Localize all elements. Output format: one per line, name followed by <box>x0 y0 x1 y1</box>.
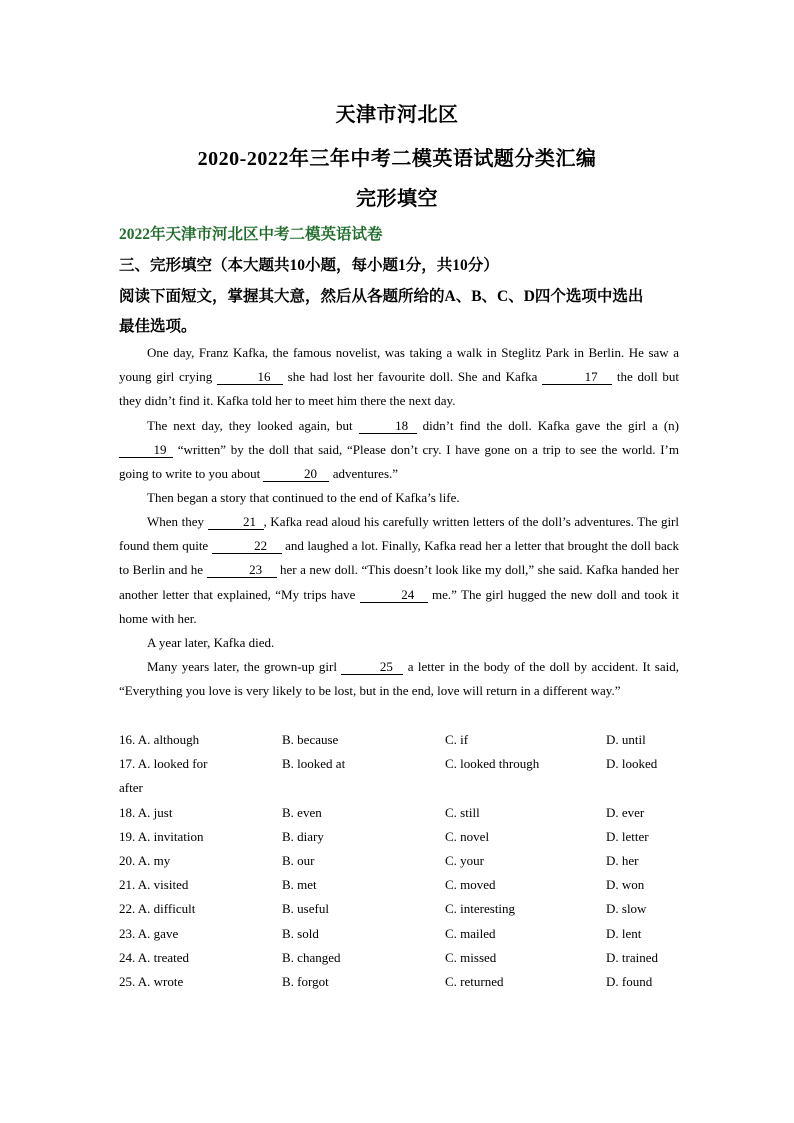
passage-text: One day, Franz Kafka, the famous novelist, was taking a walk in Steglitz Park in Berlin. He saw a young girl crying <box>119 345 679 385</box>
blank-16: 16 <box>217 370 283 385</box>
passage-paragraph-3: Then began a story that continued to the end of Kafka’s life. <box>147 490 460 505</box>
option-c: C. your <box>445 852 484 868</box>
option-b: B. because <box>282 732 339 747</box>
option-c: C. moved <box>445 877 496 893</box>
option-c: C. novel <box>445 828 490 844</box>
instruction-line-1: 阅读下面短文，掌握其大意，然后从各题所给的A、B、C、D四个选项中选出 <box>119 288 644 305</box>
passage-text: didn’t find the doll. Kafka gave the girl a (n) <box>416 418 680 433</box>
passage-text: a letter in the body of the doll by accident. It said, “Everything you love is very likely to be lost, but in the end, love will return in a different way.” <box>119 659 679 699</box>
passage-text: The next day, they looked again, but <box>147 418 359 433</box>
passage-text: her a new doll. “This doesn’t look like my doll,” she said. Kafka handed her another letter that explained, “My trips have <box>119 562 680 602</box>
option-a: 19. A. invitation <box>119 828 204 844</box>
passage-text: Many years later, the grown-up girl <box>147 659 342 674</box>
blank-18: 18 <box>359 419 417 434</box>
passage-text: When they <box>147 514 208 529</box>
option-b: B. sold <box>282 925 319 941</box>
answer-options <box>119 728 684 994</box>
passage-paragraph-6 <box>119 655 679 703</box>
option-a: 20. A. my <box>119 852 171 868</box>
option-row-18 <box>119 801 684 825</box>
option-a: 22. A. difficult <box>119 901 196 917</box>
blank-21: 21 <box>208 515 264 530</box>
option-b: B. forgot <box>282 973 329 989</box>
option-row-20 <box>119 849 684 873</box>
blank-19: 19 <box>119 443 173 458</box>
option-a: 17. A. looked for <box>119 756 208 772</box>
option-c: C. looked through <box>445 756 540 772</box>
option-a: 16. A. although <box>119 732 200 747</box>
option-b: B. useful <box>282 901 329 917</box>
option-d: D. trained <box>606 949 658 965</box>
passage-text: adventures.” <box>329 466 399 482</box>
document-title-collection: 2020-2022年三年中考二模英语试题分类汇编 <box>197 148 597 170</box>
option-a: 25. A. wrote <box>119 973 184 989</box>
option-b: B. our <box>282 852 315 868</box>
passage-text: and laughed a lot. Finally, Kafka read her a letter that brought the doll back to Berlin and he <box>119 538 679 578</box>
exam-title: 2022年天津市河北区中考二模英语试卷 <box>119 226 383 243</box>
option-row-23 <box>119 922 684 946</box>
passage-text: the doll but they didn’t find it. Kafka told her to meet him there the next day. <box>119 369 680 409</box>
option-a: 24. A. treated <box>119 949 190 965</box>
option-d: D. lent <box>606 925 642 941</box>
option-d: D. ever <box>606 804 645 820</box>
blank-17: 17 <box>542 370 612 385</box>
passage-paragraph-1 <box>119 341 679 414</box>
option-a: 18. A. just <box>119 804 173 820</box>
option-c: C. interesting <box>445 901 516 917</box>
document-title-region: 天津市河北区 <box>335 104 459 126</box>
option-c: C. mailed <box>445 925 496 941</box>
document-title-topic: 完形填空 <box>356 188 438 210</box>
blank-20: 20 <box>263 467 329 482</box>
passage-text: me.” The girl hugged the new doll and took it home with her. <box>119 586 679 626</box>
option-a: 23. A. gave <box>119 925 179 941</box>
option-row-21 <box>119 873 684 897</box>
passage-paragraph-2 <box>119 414 679 487</box>
option-c: C. missed <box>445 949 497 965</box>
passage-text: , Kafka read aloud his carefully written letters of the doll’s adventures. The girl found them quite <box>119 514 679 554</box>
option-b: B. even <box>282 804 322 820</box>
option-b: B. met <box>282 877 317 893</box>
part-heading: 三、完形填空（本大题共10小题，每小题1分，共10分） <box>119 257 499 274</box>
option-c: C. if <box>445 732 469 747</box>
passage-text: she had lost her favourite doll. She and Kafka <box>282 369 543 385</box>
option-b: B. diary <box>282 828 324 844</box>
passage-paragraph-5: A year later, Kafka died. <box>147 635 275 650</box>
option-row-16 <box>119 728 684 752</box>
option-row-22 <box>119 897 684 921</box>
passage-paragraph-4 <box>119 510 679 631</box>
option-c: C. returned <box>445 973 504 989</box>
option-d: D. her <box>606 852 639 868</box>
passage-text: “written” by the doll that said, “Please don’t cry. I have gone on a trip to see the world. I’m going to write to you about <box>119 442 679 482</box>
option-a: 21. A. visited <box>119 877 189 893</box>
option-d: D. won <box>606 877 645 893</box>
blank-22: 22 <box>212 539 282 554</box>
blank-23: 23 <box>207 563 277 578</box>
option-row-24 <box>119 946 684 970</box>
option-b: B. changed <box>282 949 341 965</box>
option-c: C. still <box>445 804 480 820</box>
option-b: B. looked at <box>282 756 346 772</box>
option-d: D. slow <box>606 901 647 917</box>
option-d-wrap: after <box>119 780 143 796</box>
option-d: D. until <box>606 732 646 747</box>
blank-25: 25 <box>341 660 403 675</box>
option-d: D. looked <box>606 756 658 772</box>
option-row-25 <box>119 970 684 994</box>
instruction-line-2: 最佳选项。 <box>119 318 197 335</box>
blank-24: 24 <box>360 588 428 603</box>
option-d: D. letter <box>606 828 649 844</box>
option-d: D. found <box>606 973 653 989</box>
option-row-17 <box>119 752 684 800</box>
option-row-19 <box>119 825 684 849</box>
